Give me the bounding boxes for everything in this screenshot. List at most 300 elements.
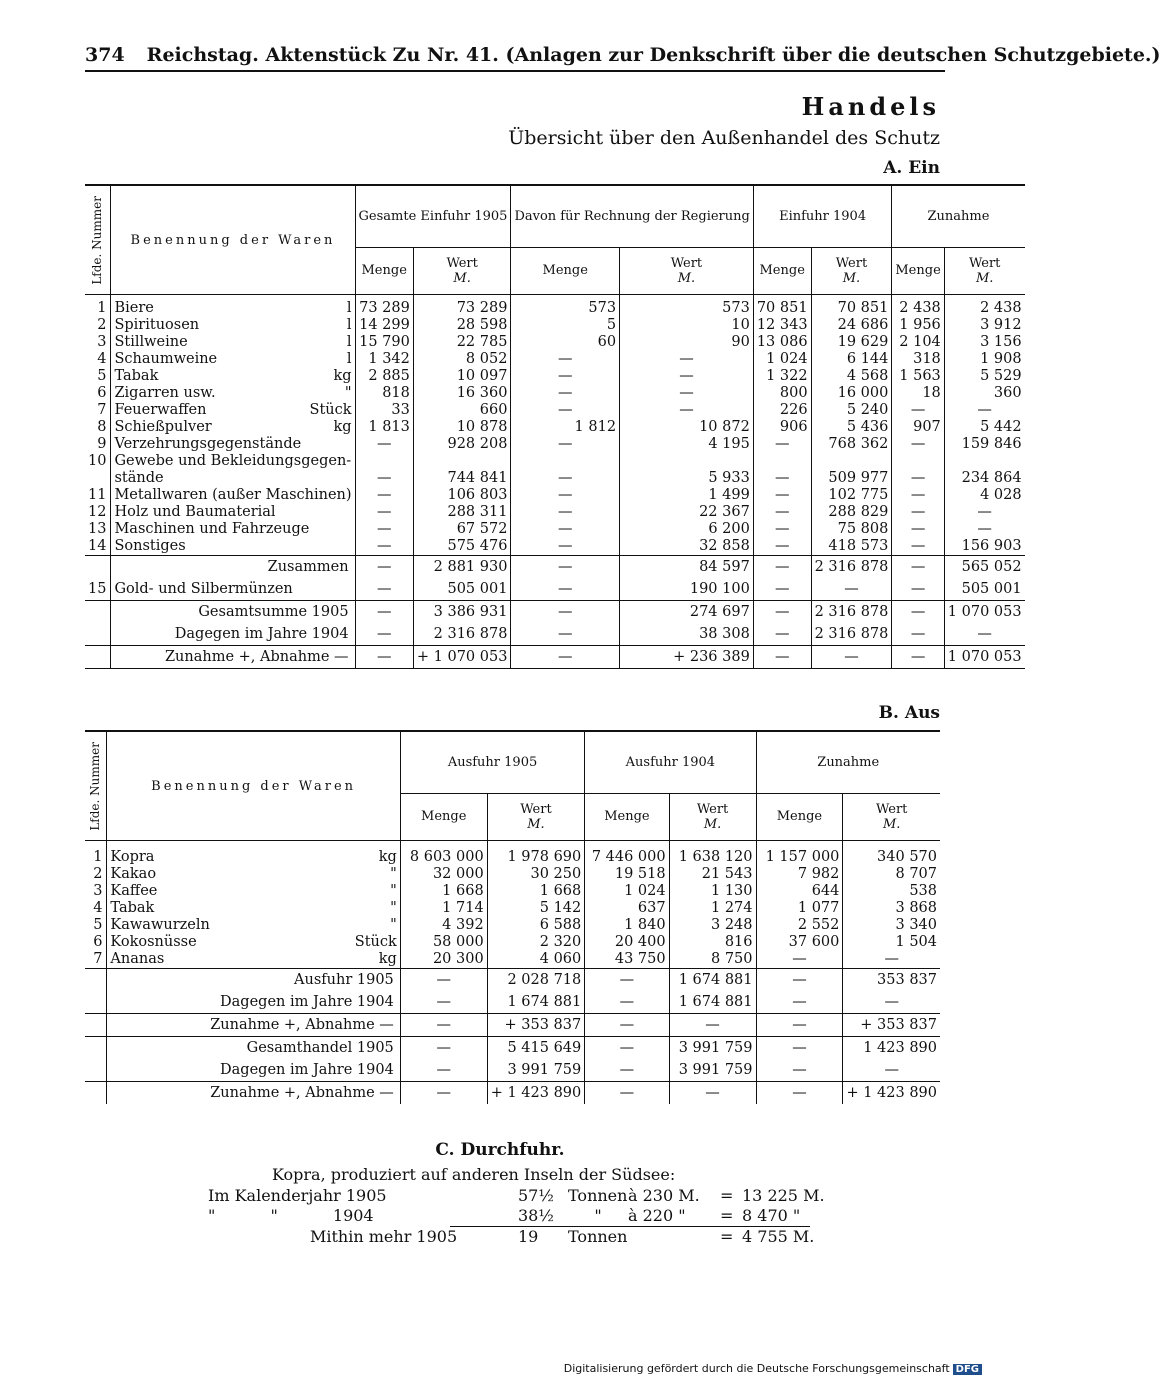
value-cell: —	[753, 504, 811, 521]
sub-header-menge: Menge	[892, 247, 944, 294]
value-cell: —	[400, 1059, 487, 1082]
sum-row	[85, 601, 1025, 624]
commodity-name: Zigarren usw. "	[111, 385, 355, 402]
value-cell: 2 320	[487, 934, 585, 951]
value-cell: 1 504	[843, 934, 940, 951]
export-table	[85, 730, 940, 1104]
row-number: 6	[97, 385, 107, 401]
value-cell: 1 812	[511, 419, 620, 436]
sub-header-menge: Menge	[585, 793, 669, 840]
sub-header-menge: Menge	[400, 793, 487, 840]
value-cell: —	[511, 487, 620, 504]
header-text: Reichstag. Aktenstück Zu Nr. 41. (Anlagen zur Denkschrift über die deutschen Schutzgebiete.)	[146, 44, 1161, 66]
value-cell: 159 846	[944, 436, 1024, 453]
value-cell: 1 978 690	[487, 841, 585, 867]
value-cell: —	[511, 521, 620, 538]
value-cell	[511, 453, 620, 470]
row-number	[85, 1082, 107, 1105]
value-cell	[892, 453, 944, 470]
commodity-name: Spirituosen l	[111, 317, 355, 334]
table-row	[85, 538, 1025, 556]
value-cell: 8 052	[413, 351, 511, 368]
value-cell: 67 572	[413, 521, 511, 538]
value-cell: 3 991 759	[669, 1059, 756, 1082]
col-header-einfuhr-1904: Einfuhr 1904	[753, 185, 892, 247]
durchfuhr-line-diff: Mithin mehr 1905 19 Tonnen = 4 755 M.	[310, 1227, 815, 1246]
col-header-name: Benennung der Waren	[107, 731, 400, 841]
commodity-name: Kaffee "	[107, 883, 400, 900]
value-cell: 90	[620, 334, 754, 351]
value-cell: + 353 837	[487, 1014, 585, 1037]
unit-label: l	[346, 300, 352, 316]
section-b-label: B. Aus	[878, 703, 940, 723]
commodity-name: Kakao "	[107, 866, 400, 883]
row-number	[85, 991, 107, 1014]
value-cell: 1 130	[669, 883, 756, 900]
sum-row	[85, 578, 1025, 601]
value-cell: 234 864	[944, 470, 1024, 487]
row-number: 1	[93, 849, 103, 865]
value-cell: 573	[620, 295, 754, 318]
value-cell: —	[355, 538, 413, 556]
value-cell: 102 775	[811, 487, 892, 504]
value-cell: 1 674 881	[669, 991, 756, 1014]
table-row	[85, 351, 1025, 368]
row-number: 4	[97, 351, 107, 367]
value-cell: —	[669, 1014, 756, 1037]
value-cell: —	[355, 487, 413, 504]
commodity-name: Verzehrungsgegenstände	[111, 436, 355, 453]
value-cell: —	[669, 1082, 756, 1105]
value-cell: 1 157 000	[756, 841, 843, 867]
row-number: 15	[88, 580, 107, 597]
value-cell: —	[944, 402, 1024, 419]
sub-header-menge: Menge	[511, 247, 620, 294]
value-cell: + 236 389	[620, 646, 754, 669]
value-cell: —	[511, 623, 620, 646]
commodity-name: Kopra kg	[107, 841, 400, 867]
value-cell: 816	[669, 934, 756, 951]
value-cell: 4 195	[620, 436, 754, 453]
sub-header-menge: Menge	[753, 247, 811, 294]
value-cell: 22 785	[413, 334, 511, 351]
sub-header-menge: Menge	[756, 793, 843, 840]
value-cell: —	[355, 470, 413, 487]
sum-row	[85, 1059, 940, 1082]
value-cell: 38 308	[620, 623, 754, 646]
value-cell: 5	[511, 317, 620, 334]
value-cell: 32 858	[620, 538, 754, 556]
value-cell: 43 750	[585, 951, 669, 969]
col-header-name: Benennung der Waren	[111, 185, 355, 295]
value-cell: —	[753, 578, 811, 601]
sum-label: Gesamthandel 1905	[107, 1037, 400, 1060]
value-cell	[413, 453, 511, 470]
value-cell: 33	[355, 402, 413, 419]
value-cell: 20 400	[585, 934, 669, 951]
row-number: 12	[88, 504, 107, 520]
unit-label: l	[346, 351, 352, 367]
table-row	[85, 917, 940, 934]
commodity-name: stände	[111, 470, 355, 487]
value-cell: 1 423 890	[843, 1037, 940, 1060]
col-header-ausfuhr-1904: Ausfuhr 1904	[585, 731, 756, 793]
value-cell: —	[892, 436, 944, 453]
dfg-logo: DFG	[953, 1364, 982, 1375]
value-cell: 7 446 000	[585, 841, 669, 867]
value-cell: —	[753, 487, 811, 504]
sum-label: Zunahme +, Abnahme —	[107, 1082, 400, 1105]
value-cell: 1 499	[620, 487, 754, 504]
value-cell: 5 442	[944, 419, 1024, 436]
value-cell: 16 360	[413, 385, 511, 402]
value-cell: —	[355, 504, 413, 521]
value-cell: 1 674 881	[669, 969, 756, 992]
main-title: Handels	[801, 92, 940, 121]
value-cell: —	[400, 969, 487, 992]
unit-label: l	[346, 334, 352, 350]
section-a-label: A. Ein	[883, 158, 940, 178]
value-cell: 22 367	[620, 504, 754, 521]
value-cell: —	[511, 646, 620, 669]
value-cell: 6 200	[620, 521, 754, 538]
row-number: 9	[97, 436, 107, 452]
value-cell: —	[892, 402, 944, 419]
value-cell: —	[892, 504, 944, 521]
row-number: 5	[97, 368, 107, 384]
col-header-zunahme: Zunahme	[892, 185, 1025, 247]
sum-label: Zunahme +, Abnahme —	[111, 646, 355, 669]
table-row	[85, 934, 940, 951]
sum-label: Dagegen im Jahre 1904	[111, 623, 355, 646]
value-cell: + 1 070 053	[413, 646, 511, 669]
value-cell: 12 343	[753, 317, 811, 334]
value-cell: —	[620, 368, 754, 385]
row-number: 3	[93, 883, 103, 899]
durchfuhr-line-1905: Im Kalenderjahr 1905 57½ Tonnenà 230 M. = 13 225 M.	[208, 1186, 825, 1205]
value-cell: —	[585, 969, 669, 992]
value-cell: 1 077	[756, 900, 843, 917]
value-cell: 84 597	[620, 556, 754, 579]
row-number: 8	[97, 419, 107, 435]
value-cell: 19 518	[585, 866, 669, 883]
value-cell: —	[811, 578, 892, 601]
value-cell: —	[892, 521, 944, 538]
value-cell: + 1 423 890	[487, 1082, 585, 1105]
value-cell: —	[511, 578, 620, 601]
value-cell: —	[355, 601, 413, 624]
commodity-name: Holz und Baumaterial	[111, 504, 355, 521]
unit-label: Stück	[309, 402, 352, 418]
value-cell: —	[355, 436, 413, 453]
header-rule	[85, 70, 945, 72]
value-cell: 30 250	[487, 866, 585, 883]
value-cell: 928 208	[413, 436, 511, 453]
sub-header-wert: Wert M.	[669, 793, 756, 840]
unit-label: "	[390, 866, 397, 882]
sum-label: Dagegen im Jahre 1904	[107, 1059, 400, 1082]
value-cell: 1 840	[585, 917, 669, 934]
value-cell: 1 668	[400, 883, 487, 900]
commodity-name: Stillweine l	[111, 334, 355, 351]
unit-label: l	[346, 317, 352, 333]
value-cell: 2 316 878	[811, 556, 892, 579]
value-cell: 5 933	[620, 470, 754, 487]
value-cell: 226	[753, 402, 811, 419]
section-c-intro: Kopra, produziert auf anderen Inseln der Südsee:	[272, 1165, 676, 1184]
value-cell: 3 912	[944, 317, 1024, 334]
value-cell: 800	[753, 385, 811, 402]
durchfuhr-line-1904: " " 1904 38½ " à 220 " = 8 470 "	[208, 1206, 801, 1225]
sum-row	[85, 1014, 940, 1037]
value-cell: 60	[511, 334, 620, 351]
value-cell: —	[585, 1037, 669, 1060]
value-cell: —	[753, 521, 811, 538]
commodity-name: Ananas kg	[107, 951, 400, 969]
value-cell: —	[753, 601, 811, 624]
value-cell: —	[400, 1082, 487, 1105]
value-cell: —	[511, 470, 620, 487]
row-number: 10	[88, 453, 107, 469]
row-number: 11	[88, 487, 107, 503]
commodity-name: Kokosnüsse Stück	[107, 934, 400, 951]
value-cell: 274 697	[620, 601, 754, 624]
value-cell: 3 868	[843, 900, 940, 917]
sum-row	[85, 623, 1025, 646]
sub-header-wert: Wert M.	[620, 247, 754, 294]
value-cell	[620, 453, 754, 470]
unit-label: "	[390, 917, 397, 933]
value-cell: 1 638 120	[669, 841, 756, 867]
commodity-name: Sonstiges	[111, 538, 355, 556]
table-row	[85, 470, 1025, 487]
page-header	[85, 44, 1161, 66]
value-cell: —	[843, 1059, 940, 1082]
sum-label: Ausfuhr 1905	[107, 969, 400, 992]
row-number: 13	[88, 521, 107, 537]
value-cell: 744 841	[413, 470, 511, 487]
value-cell: 190 100	[620, 578, 754, 601]
value-cell: —	[892, 470, 944, 487]
row-number	[85, 1037, 107, 1060]
value-cell: 1 024	[585, 883, 669, 900]
table-row	[85, 900, 940, 917]
value-cell: 1 322	[753, 368, 811, 385]
value-cell: 818	[355, 385, 413, 402]
sub-title: Übersicht über den Außenhandel des Schutz	[508, 127, 940, 149]
value-cell: —	[944, 623, 1024, 646]
sum-label: Gesamtsumme 1905	[111, 601, 355, 624]
value-cell: 20 300	[400, 951, 487, 969]
value-cell: 24 686	[811, 317, 892, 334]
value-cell: 3 340	[843, 917, 940, 934]
row-number: 5	[93, 917, 103, 933]
value-cell: 2 104	[892, 334, 944, 351]
unit-label: "	[390, 883, 397, 899]
value-cell: 70 851	[753, 295, 811, 318]
value-cell: —	[756, 969, 843, 992]
value-cell: 907	[892, 419, 944, 436]
value-cell: —	[511, 601, 620, 624]
value-cell: 58 000	[400, 934, 487, 951]
footer-text: Digitalisierung gefördert durch die Deutsche Forschungsgemeinschaft	[563, 1362, 950, 1375]
sum-label: Dagegen im Jahre 1904	[107, 991, 400, 1014]
commodity-name: Schießpulver kg	[111, 419, 355, 436]
value-cell	[355, 453, 413, 470]
row-number	[85, 646, 111, 669]
value-cell: —	[843, 991, 940, 1014]
value-cell: 5 415 649	[487, 1037, 585, 1060]
value-cell: 2 316 878	[811, 601, 892, 624]
value-cell: —	[753, 623, 811, 646]
sum-row	[85, 556, 1025, 579]
footer-credit	[564, 1362, 982, 1375]
value-cell: 7 982	[756, 866, 843, 883]
sum-row	[85, 1037, 940, 1060]
section-c-title: C. Durchfuhr.	[435, 1140, 565, 1160]
value-cell: 18	[892, 385, 944, 402]
value-cell: 1 714	[400, 900, 487, 917]
commodity-name: Metallwaren (außer Maschinen)	[111, 487, 355, 504]
col-header-regierung: Davon für Rechnung der Regierung	[511, 185, 753, 247]
table-row	[85, 368, 1025, 385]
value-cell: 32 000	[400, 866, 487, 883]
value-cell: 660	[413, 402, 511, 419]
value-cell: 13 086	[753, 334, 811, 351]
row-number: 4	[93, 900, 103, 916]
value-cell: —	[585, 1082, 669, 1105]
unit-label: "	[390, 900, 397, 916]
value-cell: 418 573	[811, 538, 892, 556]
value-cell: 1 674 881	[487, 991, 585, 1014]
col-header-number: Lfde. Nummer	[85, 185, 111, 295]
value-cell: 19 629	[811, 334, 892, 351]
value-cell: —	[753, 436, 811, 453]
value-cell: 768 362	[811, 436, 892, 453]
row-number: 1	[97, 300, 107, 316]
table-row	[85, 317, 1025, 334]
value-cell: 573	[511, 295, 620, 318]
value-cell: 15 790	[355, 334, 413, 351]
value-cell: 4 060	[487, 951, 585, 969]
commodity-name: Gold- und Silbermünzen	[111, 578, 355, 601]
unit-label: Stück	[354, 934, 397, 950]
row-number: 3	[97, 334, 107, 350]
sub-header-wert: Wert M.	[413, 247, 511, 294]
value-cell: 1 563	[892, 368, 944, 385]
value-cell: 8 707	[843, 866, 940, 883]
value-cell: —	[753, 538, 811, 556]
value-cell: 10 872	[620, 419, 754, 436]
value-cell: —	[756, 1014, 843, 1037]
commodity-name: Schaumweine l	[111, 351, 355, 368]
value-cell: 3 991 759	[669, 1037, 756, 1060]
value-cell: 10 878	[413, 419, 511, 436]
value-cell: —	[511, 402, 620, 419]
row-number	[85, 556, 111, 579]
commodity-name: Kawawurzeln "	[107, 917, 400, 934]
value-cell: 5 142	[487, 900, 585, 917]
value-cell: 288 829	[811, 504, 892, 521]
value-cell: 21 543	[669, 866, 756, 883]
value-cell: 1 813	[355, 419, 413, 436]
value-cell: —	[400, 991, 487, 1014]
commodity-name: Feuerwaffen Stück	[111, 402, 355, 419]
value-cell: 505 001	[413, 578, 511, 601]
sum-row	[85, 991, 940, 1014]
value-cell: 505 001	[944, 578, 1024, 601]
value-cell: —	[511, 436, 620, 453]
sum-label: Zusammen	[111, 556, 355, 579]
value-cell: 509 977	[811, 470, 892, 487]
sum-row	[85, 1082, 940, 1105]
sub-header-wert: Wert M.	[944, 247, 1024, 294]
value-cell: 1 024	[753, 351, 811, 368]
row-number: 6	[93, 934, 103, 950]
row-number	[85, 470, 111, 487]
value-cell	[944, 453, 1024, 470]
unit-label: kg	[378, 951, 397, 967]
value-cell: 16 000	[811, 385, 892, 402]
value-cell: 5 529	[944, 368, 1024, 385]
value-cell: 73 289	[413, 295, 511, 318]
value-cell: 106 803	[413, 487, 511, 504]
value-cell: —	[355, 521, 413, 538]
value-cell: 6 588	[487, 917, 585, 934]
unit-label: "	[344, 385, 352, 401]
value-cell: 156 903	[944, 538, 1024, 556]
value-cell: 73 289	[355, 295, 413, 318]
value-cell: 2 316 878	[413, 623, 511, 646]
value-cell: 3 991 759	[487, 1059, 585, 1082]
value-cell: —	[620, 351, 754, 368]
value-cell: 353 837	[843, 969, 940, 992]
commodity-name: Gewebe und Bekleidungsgegen-	[111, 453, 355, 470]
value-cell: 1 908	[944, 351, 1024, 368]
value-cell: + 353 837	[843, 1014, 940, 1037]
value-cell: —	[753, 470, 811, 487]
value-cell: 2 552	[756, 917, 843, 934]
value-cell: 2 885	[355, 368, 413, 385]
sub-header-wert: Wert M.	[487, 793, 585, 840]
value-cell: 2 316 878	[811, 623, 892, 646]
commodity-name: Maschinen und Fahrzeuge	[111, 521, 355, 538]
value-cell: 4 028	[944, 487, 1024, 504]
sub-header-wert: Wert M.	[811, 247, 892, 294]
value-cell: 1 070 053	[944, 646, 1024, 669]
value-cell: —	[892, 601, 944, 624]
value-cell: —	[756, 991, 843, 1014]
value-cell: —	[892, 578, 944, 601]
unit-label: kg	[333, 368, 352, 384]
value-cell: 75 808	[811, 521, 892, 538]
value-cell: 6 144	[811, 351, 892, 368]
commodity-name: Tabak "	[107, 900, 400, 917]
commodity-name: Biere l	[111, 295, 355, 318]
value-cell: —	[892, 538, 944, 556]
value-cell: —	[756, 1059, 843, 1082]
value-cell: —	[400, 1014, 487, 1037]
value-cell: 3 248	[669, 917, 756, 934]
row-number: 7	[93, 951, 103, 967]
value-cell: —	[756, 1082, 843, 1105]
value-cell: —	[756, 1037, 843, 1060]
value-cell: 906	[753, 419, 811, 436]
value-cell: 538	[843, 883, 940, 900]
table-row	[85, 453, 1025, 470]
value-cell: 1 956	[892, 317, 944, 334]
table-row	[85, 436, 1025, 453]
